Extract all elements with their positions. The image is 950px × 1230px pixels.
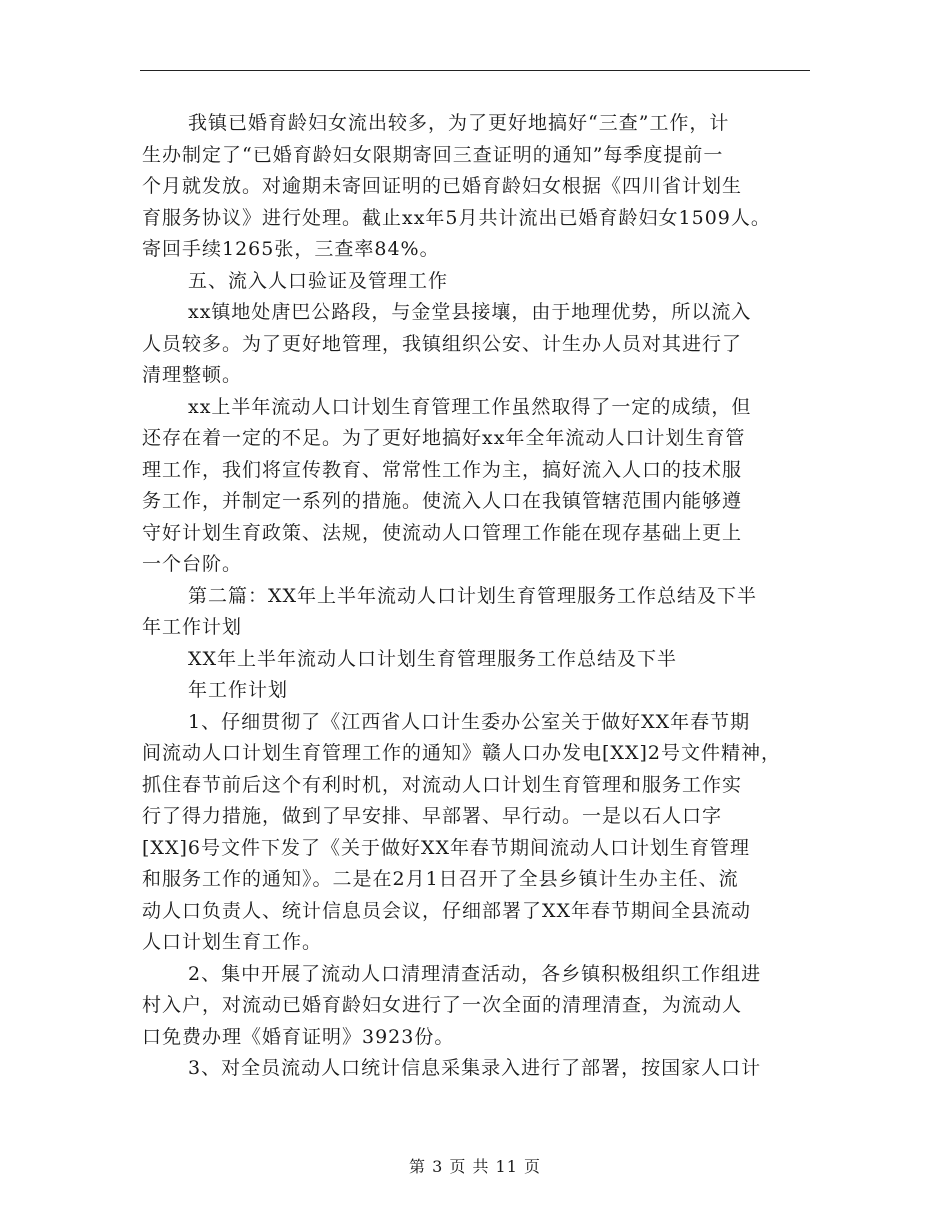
text-line: 和服务工作的通知》。二是在2月1日召开了全县乡镇计生办主任、流 [142,868,739,890]
text-line: [XX]6号文件下发了《关于做好XX年春节期间流动人口计划生育管理 [142,836,751,859]
text-line: 2、集中开展了流动人口清理清查活动，各乡镇积极组织工作组进 [188,962,762,985]
page-footer: 第 3 页 共 11 页 [409,1157,541,1176]
text-line: 行了得力措施，做到了早安排、早部署、早行动。一是以石人口字 [142,805,723,827]
text-line: XX年上半年流动人口计划生育管理服务工作总结及下半 [188,647,678,670]
text-line: 育服务协议》进行处理。截止xx年5月共计流出已婚育龄妇女1509人。 [142,206,771,229]
text-line: 务工作，并制定一系列的措施。使流入人口在我镇管辖范围内能够遵 [142,490,743,512]
text-line: 守好计划生育政策、法规，使流动人口管理工作能在现存基础上更上 [142,521,743,544]
text-line: 五、流入人口验证及管理工作 [188,269,449,292]
text-line: xx镇地处唐巴公路段，与金堂县接壤，由于地理优势，所以流入 [188,301,752,323]
text-line: 人员较多。为了更好地管理，我镇组织公安、计生办人员对其进行了 [142,332,743,355]
text-line: 还存在着一定的不足。为了更好地搞好xx年全年流动人口计划生育管 [142,427,746,449]
text-line: 寄回手续1265张，三查率84%。 [142,238,440,260]
text-line: xx上半年流动人口计划生育管理工作虽然取得了一定的成绩，但 [188,395,752,418]
text-line: 生办制定了“已婚育龄妇女限期寄回三查证明的通知”每季度提前一 [142,143,724,166]
text-line: 个月就发放。对逾期未寄回证明的已婚育龄妇女根据《四川省计划生 [142,175,743,197]
text-line: 我镇已婚育龄妇女流出较多，为了更好地搞好“三查”工作，计 [188,112,730,134]
text-line: 动人口负责人、统计信息员会议，仔细部署了XX年春节期间全县流动 [142,899,752,922]
text-line: 第二篇：XX年上半年流动人口计划生育管理服务工作总结及下半 [188,584,758,607]
text-line: 年工作计划 [188,679,289,701]
text-line: 村入户，对流动已婚育龄妇女进行了一次全面的清理清查，为流动人 [142,994,743,1016]
text-line: 理工作，我们将宣传教育、常常性工作为主，搞好流入人口的技术服 [142,458,743,481]
text-line: 清理整顿。 [142,364,243,386]
text-line: 3、对全员流动人口统计信息采集录入进行了部署，按国家人口计 [188,1057,762,1079]
text-line: 1、仔细贯彻了《江西省人口计生委办公室关于做好XX年春节期 [188,710,751,733]
text-line: 人口计划生育工作。 [142,931,323,953]
text-line: 一个台阶。 [142,553,243,575]
header-rule [140,70,810,71]
document-body [142,108,832,1085]
text-line: 年工作计划 [142,616,243,638]
text-line: 口免费办理《婚育证明》3923份。 [142,1025,455,1048]
text-line: 间流动人口计划生育管理工作的通知》赣人口办发电[XX]2号文件精神， [142,742,781,764]
text-line: 抓住春节前后这个有利时机，对流动人口计划生育管理和服务工作实 [142,773,743,796]
